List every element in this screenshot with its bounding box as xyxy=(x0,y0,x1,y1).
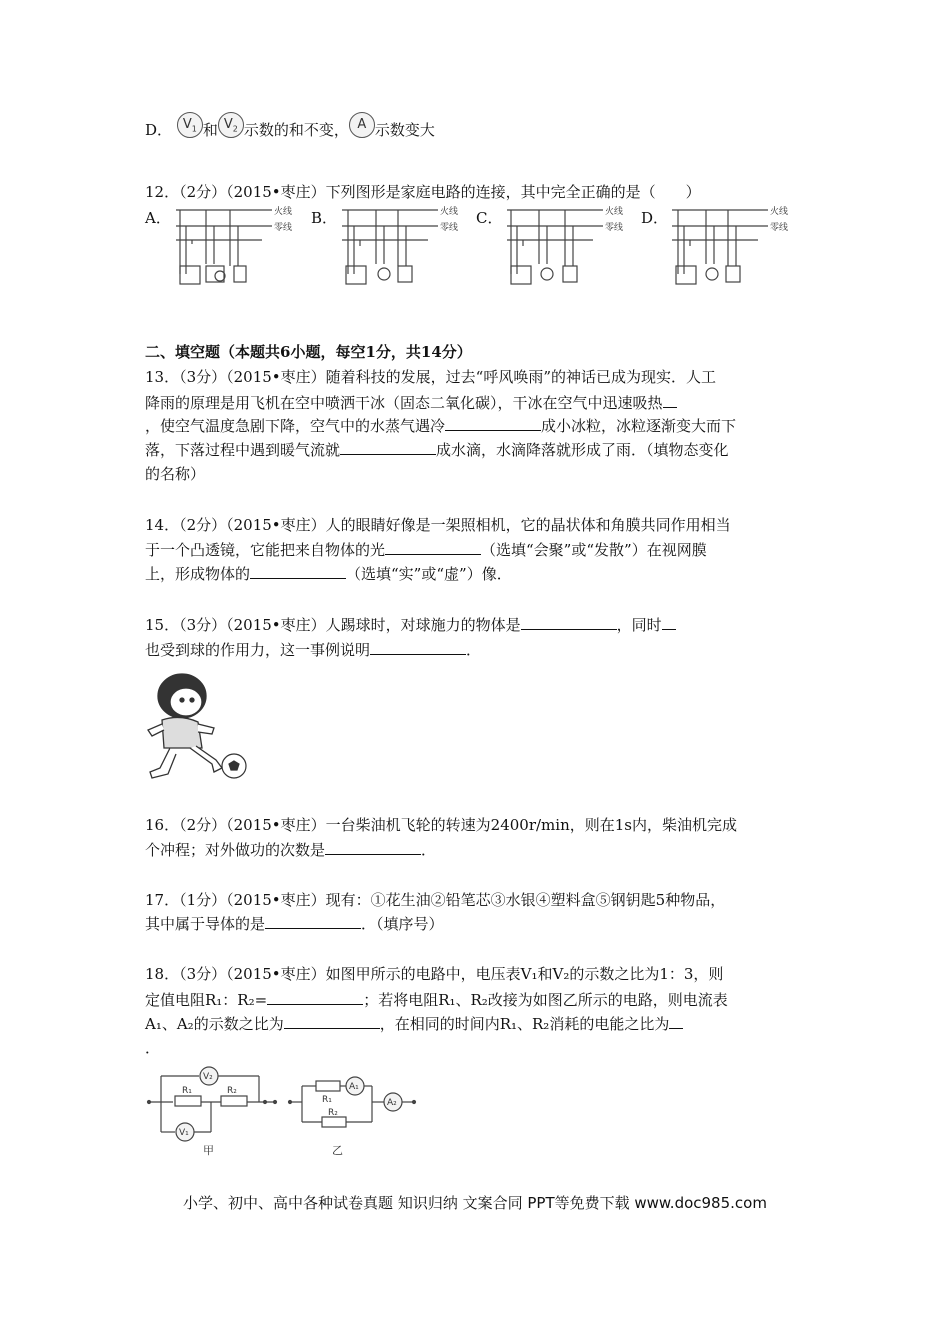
q13-blank-3[interactable] xyxy=(340,440,436,455)
circuit-jia-diagram xyxy=(145,1060,285,1160)
sum-unchanged-text: 示数的和不变， xyxy=(243,121,349,139)
voltmeter-v1-label: V₁ xyxy=(179,1128,189,1138)
ammeter-a1-label: A₁ xyxy=(349,1082,359,1092)
neutral-wire-label: 零线 xyxy=(770,223,789,233)
q16-line-1: 16．（2分）（2015•枣庄）一台柴油机飞轮的转速为2400r/min，则在1s内，柴油机完成 xyxy=(145,816,737,834)
resistor-r2-label: R₂ xyxy=(328,1108,338,1118)
q18-line-4: ． xyxy=(145,1039,161,1057)
resistor-r1-label: R₁ xyxy=(322,1095,332,1105)
circuit-yi-diagram xyxy=(286,1060,426,1160)
section-2-heading: 二、填空题（本题共6小题，每空1分，共14分） xyxy=(145,343,472,361)
q13-line-4: 落，下落过程中遇到暖气流就 成水滴，水滴降落就形成了雨．（填物态变化 xyxy=(145,441,729,459)
q13-line-1: 13．（3分）（2015•枣庄）随着科技的发展，过去“呼风唤雨”的神话已成为现实．人工 xyxy=(145,368,716,386)
q18-blank-3[interactable] xyxy=(669,1014,683,1029)
live-wire-label: 火线 xyxy=(274,207,293,217)
q12-circuit-b-diagram xyxy=(338,204,463,294)
q14-line-2: 于一个凸透镜，它能把来自物体的光 （选填“会聚”或“发散”）在视网膜 xyxy=(145,541,707,559)
boy-kicking-ball-illustration xyxy=(142,668,252,783)
figure-yi-caption: 乙 xyxy=(332,1144,343,1157)
option-d-line xyxy=(145,118,435,144)
q13-line-2: 降雨的原理是用飞机在空中喷洒干冰（固态二氧化碳），干冰在空气中迅速吸热 xyxy=(145,393,677,413)
page-footer: 小学、初中、高中各种试卷真题 知识归纳 文案合同 PPT等免费下载 www.doc985.com xyxy=(183,1194,767,1212)
q15-blank-1[interactable] xyxy=(521,615,617,630)
q12-circuit-c-diagram xyxy=(503,204,628,294)
q12-option-a-label: A． xyxy=(145,209,171,227)
neutral-wire-label: 零线 xyxy=(605,223,624,233)
q12-circuit-d-diagram xyxy=(668,204,793,294)
q18-line-3: A₁、A₂的示数之比为 ，在相同的时间内R₁、R₂消耗的电能之比为 xyxy=(145,1014,683,1034)
neutral-wire-label: 零线 xyxy=(440,223,459,233)
option-d-label: D． xyxy=(145,121,173,139)
q17-line-2: 其中属于导体的是 ．（填序号） xyxy=(145,915,444,933)
voltmeter-v2-label: V₂ xyxy=(203,1072,213,1082)
and-text: 和 xyxy=(202,121,218,139)
q12-circuit-a-diagram xyxy=(172,204,297,294)
q14-line-1: 14．（2分）（2015•枣庄）人的眼睛好像是一架照相机，它的晶状体和角膜共同作用相当 xyxy=(145,516,731,534)
q12-option-c-label: C． xyxy=(476,209,503,227)
q12-stem: 12．（2分）（2015•枣庄）下列图形是家庭电路的连接，其中完全正确的是（ ） xyxy=(145,183,701,201)
q13-blank-1[interactable] xyxy=(663,393,677,408)
q18-blank-2[interactable] xyxy=(284,1014,380,1029)
q17-blank-1[interactable] xyxy=(265,914,361,929)
q18-blank-1[interactable] xyxy=(267,990,363,1005)
live-wire-label: 火线 xyxy=(605,207,624,217)
ammeter-a-icon: A xyxy=(349,112,375,138)
figure-jia-caption: 甲 xyxy=(203,1144,214,1157)
q17-line-1: 17．（1分）（2015•枣庄）现有：①花生油②铅笔芯③水银④塑料盒⑤钢钥匙5种物品， xyxy=(145,891,726,909)
q16-blank-1[interactable] xyxy=(325,840,421,855)
q14-line-3: 上，形成物体的 （选填“实”或“虚”）像． xyxy=(145,565,512,583)
live-wire-label: 火线 xyxy=(440,207,459,217)
ammeter-a2-label: A₂ xyxy=(387,1098,397,1108)
q12-option-d-label: D． xyxy=(641,209,669,227)
q18-line-2: 定值电阻R₁：R₂= ；若将电阻R₁、R₂改接为如图乙所示的电路，则电流表 xyxy=(145,991,728,1009)
q15-blank-2[interactable] xyxy=(662,615,676,630)
voltmeter-v1-icon: $V_1$ xyxy=(177,112,203,138)
q15-line-1: 15．（3分）（2015•枣庄）人踢球时，对球施力的物体是 ，同时 xyxy=(145,615,676,635)
q16-line-2: 个冲程；对外做功的次数是 ． xyxy=(145,841,437,859)
q15-blank-3[interactable] xyxy=(370,640,466,655)
resistor-r1-label: R₁ xyxy=(182,1086,192,1096)
live-wire-label: 火线 xyxy=(770,207,789,217)
q13-line-3: ，使空气温度急剧下降，空气中的水蒸气遇冷 成小冰粒，冰粒逐渐变大而下 xyxy=(145,417,737,435)
q13-blank-2[interactable] xyxy=(445,416,541,431)
q14-blank-2[interactable] xyxy=(250,564,346,579)
q18-line-1: 18．（3分）（2015•枣庄）如图甲所示的电路中，电压表V₁和V₂的示数之比为1：3，则 xyxy=(145,965,724,983)
q15-line-2: 也受到球的作用力，这一事例说明 ． xyxy=(145,641,482,659)
q12-option-b-label: B． xyxy=(311,209,338,227)
q13-line-5: 的名称） xyxy=(145,465,206,483)
reading-increase-text: 示数变大 xyxy=(374,121,435,139)
q14-blank-1[interactable] xyxy=(385,540,481,555)
voltmeter-v2-icon: $V_2$ xyxy=(218,112,244,138)
resistor-r2-label: R₂ xyxy=(227,1086,237,1096)
neutral-wire-label: 零线 xyxy=(274,223,293,233)
